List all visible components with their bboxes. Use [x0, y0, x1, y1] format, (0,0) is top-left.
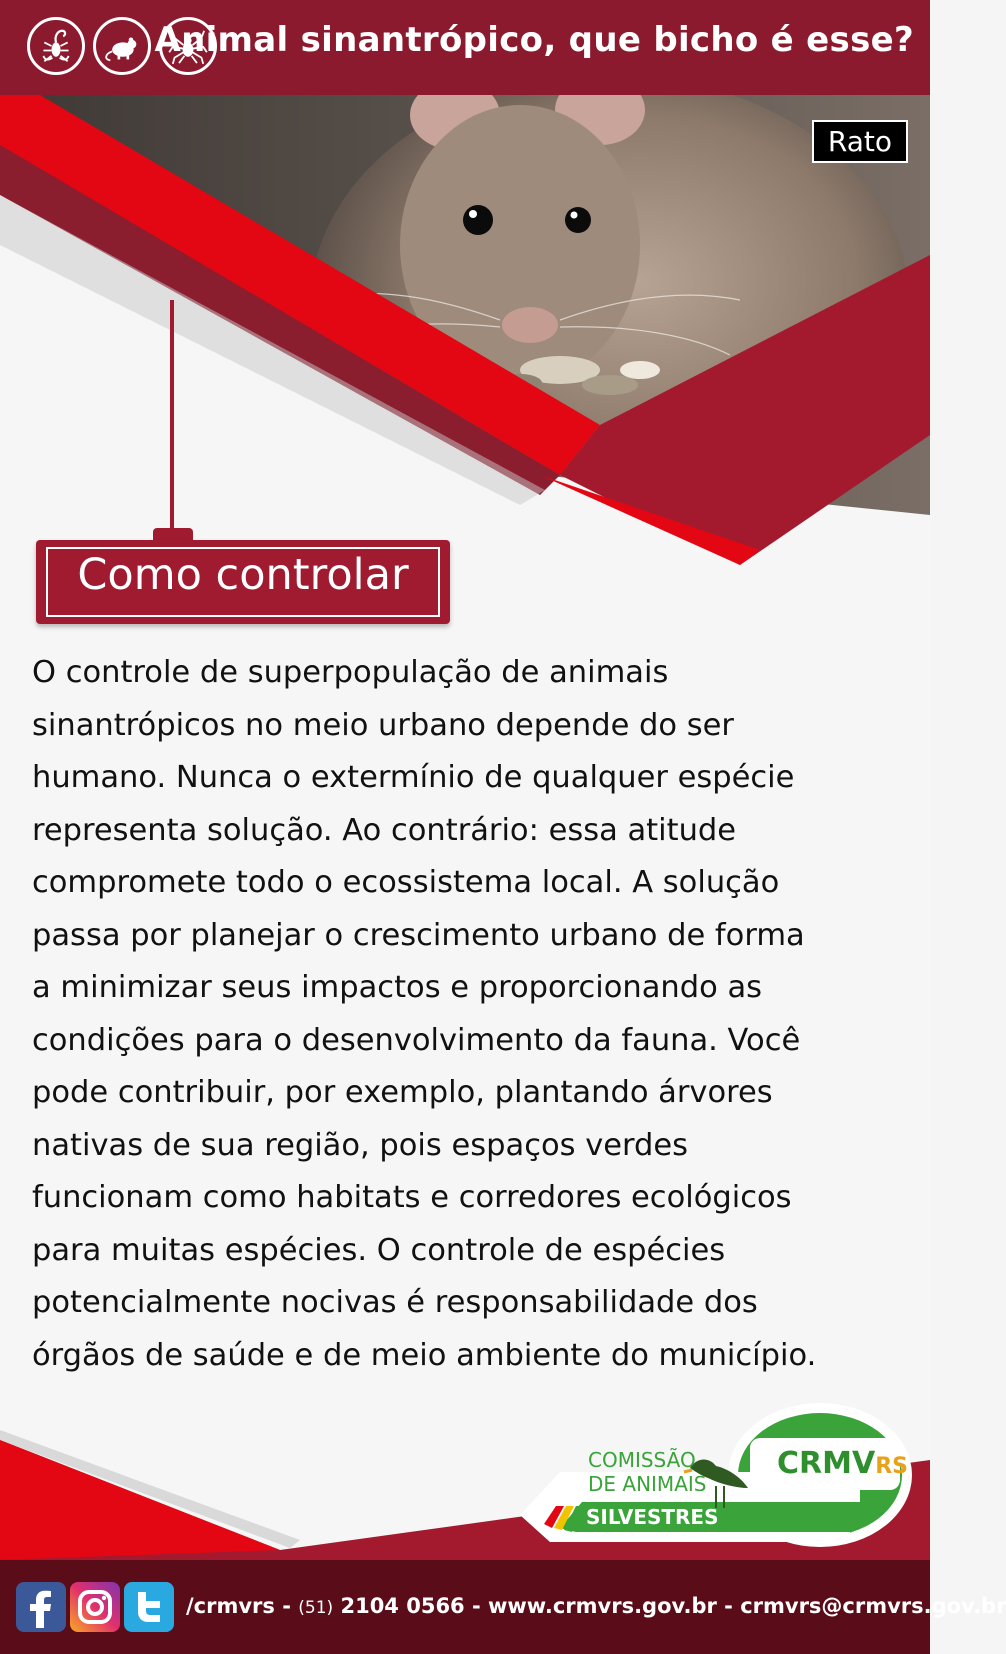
facebook-icon[interactable] — [16, 1582, 66, 1632]
body-line: para muitas espécies. O controle de espécies — [32, 1232, 726, 1268]
body-line: representa solução. Ao contrário: essa atitude — [32, 812, 737, 848]
logo-animals-text: DE ANIMAIS — [588, 1472, 707, 1496]
body-line: compromete todo o ecossistema local. A solução — [32, 865, 780, 900]
animal-badge: Rato — [812, 120, 908, 163]
footer-area-code: (51) — [298, 1598, 334, 1618]
label-hanger — [170, 300, 174, 536]
body-line: potencialmente nocivas é responsabilidade dos — [32, 1285, 758, 1320]
rat-icon — [93, 17, 151, 75]
diagonal-stripes — [0, 95, 930, 615]
footer-bar — [0, 1560, 1006, 1654]
footer-contacts[interactable]: 2104 0566 - www.crmvrs.gov.br - crmvrs@crmvrs.gov.br — [333, 1594, 1006, 1618]
section-title: Como controlar — [77, 550, 409, 600]
logo-commission-text: COMISSÃO — [588, 1448, 696, 1472]
logo-line-1 — [588, 1448, 706, 1496]
body-line: O controle de superpopulação de animais — [32, 655, 669, 690]
scorpion-icon — [27, 17, 85, 75]
logo-brand-suffix: RS — [875, 1454, 908, 1479]
header-title: Animal sinantrópico, que bicho é esse? — [154, 20, 914, 60]
logo-brand — [777, 1446, 908, 1481]
body-line: sinantrópicos no meio urbano depende do ser — [32, 707, 734, 743]
twitter-icon[interactable] — [124, 1582, 174, 1632]
contact-info — [186, 1594, 1006, 1618]
logo-silvestres-text: SILVESTRES — [586, 1505, 719, 1529]
body-line: pode contribuir, por exemplo, plantando árvores — [32, 1075, 773, 1110]
logo-brand-main: CRMV — [777, 1446, 876, 1481]
body-line: passa por planejar o crescimento urbano de forma — [32, 917, 805, 953]
body-line: condições para o desenvolvimento da fauna. Você — [32, 1022, 801, 1058]
body-line: a minimizar seus impactos e proporcionando as — [32, 970, 763, 1005]
body-line: humano. Nunca o extermínio de qualquer espécie — [32, 760, 795, 795]
body-paragraph — [32, 647, 912, 1382]
body-line: funcionam como habitats e corredores ecológicos — [32, 1180, 792, 1215]
header-bar — [0, 0, 930, 95]
section-label — [36, 540, 450, 624]
body-line: órgãos de saúde e de meio ambiente do município. — [32, 1337, 817, 1373]
footer-handle[interactable]: /crmvrs - — [186, 1594, 299, 1618]
commission-logo — [520, 1390, 915, 1550]
body-line: nativas de sua região, pois espaços verdes — [32, 1127, 689, 1163]
instagram-icon[interactable] — [70, 1582, 120, 1632]
